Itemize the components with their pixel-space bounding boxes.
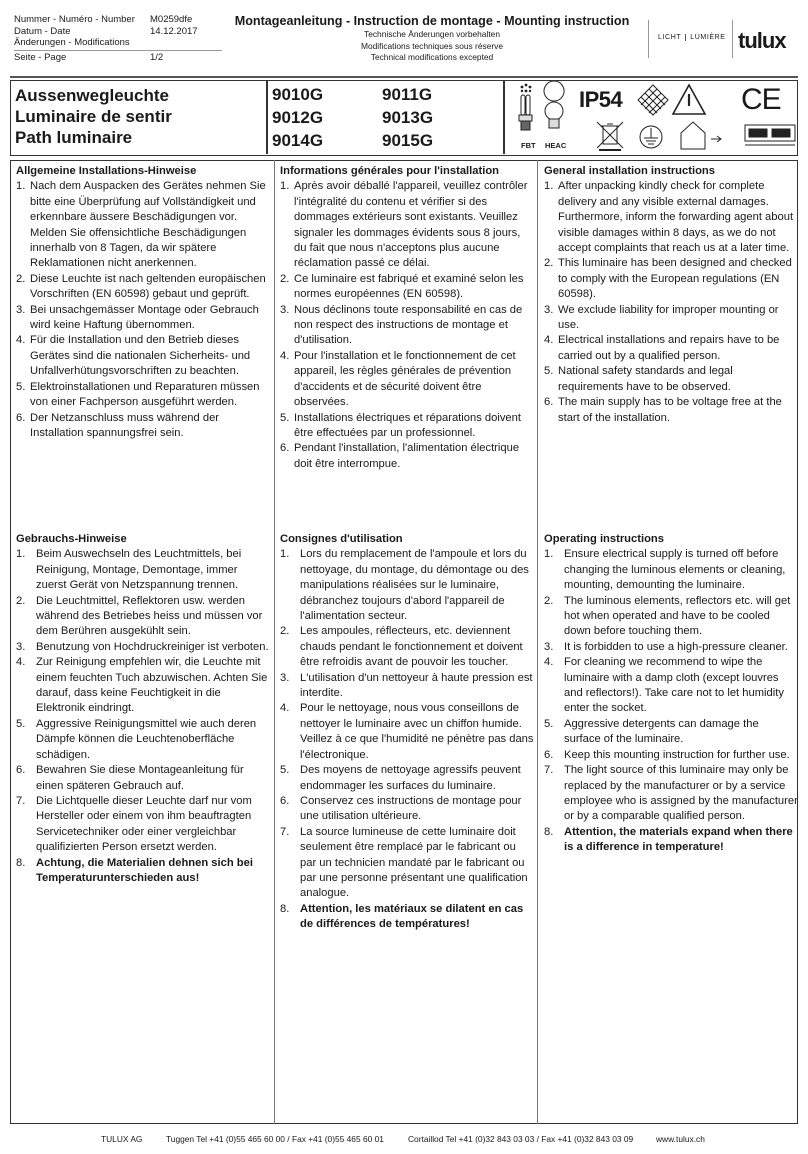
model-9010g: 9010G <box>272 85 324 104</box>
meta-number-value: M0259dfe <box>150 14 193 25</box>
incandescent-lamp-icon <box>544 81 564 128</box>
list-item: 2. This luminaire has been designed and checked to comply with the European regulations (EN 60598). <box>544 257 792 301</box>
list-item: 3. Bei unsachgemässer Montage oder Gebrauch wird keine Haftung übernommen. <box>16 303 259 332</box>
meta-date-value: 14.12.2017 <box>150 25 198 37</box>
usage-en-title: Operating instructions <box>544 533 664 545</box>
list-item: 4. Pour le nettoyage, nous vous conseillons de nettoyer le luminaire avec un chiffon humide. Veillez à ce que l'humidité ne pénètre pas dans l'électronique. <box>280 702 534 761</box>
model-9013g: 9013G <box>382 108 434 127</box>
install-fr <box>280 164 534 472</box>
footer-tuggen: Tuggen Tel +41 (0)55 465 60 00 / Fax +41 (0)55 465 60 01 <box>166 1134 384 1144</box>
list-item: 7. La source lumineuse de cette luminaire doit seulement être remplacé par le fabricant ou par un technicien mandaté par le fabricant ou par une personne présentant une qualification analogue. <box>280 825 528 900</box>
list-item: 6. Conservez ces instructions de montage pour une utilisation ultérieure. <box>280 794 522 823</box>
brand-block <box>648 18 794 64</box>
warning-triangle-icon <box>673 85 705 114</box>
hatched-diamond-icon <box>638 85 668 115</box>
meta-number-label: Nummer - Numéro - Number <box>14 14 135 25</box>
ce-mark: CE <box>741 83 781 116</box>
list-item: 5. National safety standards and legal requirements have to be observed. <box>544 365 733 393</box>
list-item: 5. Installations électriques et réparations doivent être effectuées par un professionnel. <box>280 411 521 439</box>
weee-bin-icon <box>597 122 623 150</box>
label-heac: HEAC <box>545 141 567 150</box>
list-item: 3. L'utilisation d'un nettoyeur à haute pression est interdite. <box>280 671 533 700</box>
usage-de-title: Gebrauchs-Hinweise <box>16 533 127 545</box>
model-numbers <box>268 84 488 152</box>
list-item: 1. Ensure electrical supply is turned off before changing the luminous elements or cleaning, mounting, demounting the luminaire. <box>544 548 786 592</box>
list-item: 1. Après avoir déballé l'appareil, veuillez contrôler l'intégralité du contenu et vérifier si des dommages extérieurs sont existants. Veuillez signaler les dommages évidents sous 8 jours, du fait que nous n'acceptons plus aucune réclamation passé ce délai. <box>280 180 528 270</box>
document-title-block <box>226 14 638 64</box>
meta-modifications-label: Änderungen - Modifications <box>14 37 130 48</box>
ip-rating: IP54 <box>579 87 623 112</box>
install-fr-title: Informations générales pour l'installation <box>280 165 499 177</box>
list-item: 8. Attention, les matériaux se dilatent en cas de différences de températures! <box>280 902 524 931</box>
meta-date <box>14 26 222 38</box>
document-header <box>14 14 794 66</box>
install-en <box>544 164 798 426</box>
list-item: 3. We exclude liability for improper mounting or use. <box>544 303 779 332</box>
footer-web-link[interactable]: www.tulux.ch <box>656 1134 705 1144</box>
usage-de <box>16 532 270 886</box>
list-item: 5. Aggressive detergents can damage the surface of the luminaire. <box>544 717 759 746</box>
product-name-fr: Luminaire de sentir <box>15 107 172 126</box>
list-item: 5. Elektroinstallationen und Reparaturen müssen von einer Fachperson ausgeführt werden. <box>16 380 260 409</box>
product-name-en: Path luminaire <box>15 128 133 147</box>
model-9015g: 9015G <box>382 131 434 150</box>
list-item: 4. Für die Installation und den Betrieb dieses Gerätes sind die nationalen Sicherheits- und Unfallverhütungsvorschriften zu beachten. <box>16 334 251 378</box>
list-item: 2. Diese Leuchte ist nach geltenden europäischen Vorschriften (EN 60598) gebaut und geprüft. <box>16 272 266 301</box>
install-de-title: Allgemeine Installations-Hinweise <box>16 165 197 177</box>
list-item: 6. The main supply has to be voltage free at the start of the installation. <box>544 396 782 424</box>
list-item: 6. Bewahren Sie diese Montageanleitung für einen späteren Gebrauch auf. <box>16 764 244 792</box>
brand-word-licht: LICHT <box>658 34 682 41</box>
column-divider-2 <box>537 160 538 1124</box>
list-item: 2. The luminous elements, reflectors etc. will get hot when operated and have to be cooled down before touching them. <box>544 594 791 638</box>
meta-page-value: 1/2 <box>150 51 164 63</box>
list-item: 1. Lors du remplacement de l'ampoule et lors du nettoyage, du montage, du démontage ou des manipulations réalisées sur le luminaire, débranchez toujours d'abord l'appareil de l'alimentation secteur. <box>280 548 529 623</box>
list-item: 4. Pour l'installation et le fonctionnement de cet appareil, les règles générales de prévention d'accidents et de sécurité doivent être observées. <box>280 349 516 409</box>
brand-divider <box>648 20 649 58</box>
list-item: 8. Attention, the materials expand when there is a difference in temperature! <box>544 825 793 854</box>
document-meta <box>14 14 222 63</box>
install-en-title: General installation instructions <box>544 165 715 177</box>
product-name-de: Aussenwegleuchte <box>15 86 169 105</box>
list-item: 5. Aggressive Reinigungsmittel wie auch deren Dämpfe können die Leuchtenoberfläche schädigen. <box>16 717 257 761</box>
product-names <box>15 85 172 148</box>
sun-icon <box>521 84 532 93</box>
list-item: 7. The light source of this luminaire may only be replaced by the manufacturer or by a service employee who is assigned by the manufacturer or by a comparable qualified person. <box>544 764 798 823</box>
list-item: 1. Beim Auswechseln des Leuchtmittels, bei Reinigung, Montage, Demontage, immer zuerst Gerät von Netzspannung trennen. <box>16 548 242 592</box>
list-item: 7. Die Lichtquelle dieser Leuchte darf nur vom Hersteller oder einem von ihm beauftragten Servicetechniker oder einer vergleichbar qualifizierten Person ersetzt werden. <box>16 794 252 854</box>
certification-icons <box>573 81 799 154</box>
list-item: 2. Die Leuchtmittel, Reflektoren usw. werden während des Betriebes heiss und müssen vor dem Berühren ausgekühlt sein. <box>16 594 263 638</box>
usage-en <box>544 532 798 856</box>
tulux-logo: tulux <box>738 28 786 53</box>
column-divider-1 <box>274 160 275 1124</box>
list-item: 5. Des moyens de nettoyage agressifs peuvent endommager les surfaces du luminaire. <box>280 764 521 792</box>
model-9011g: 9011G <box>382 85 433 104</box>
meta-modifications <box>14 37 222 49</box>
document-title: Montageanleitung - Instruction de montage - Mounting instruction <box>234 14 630 28</box>
product-band <box>10 80 798 156</box>
note-fr: Modifications techniques sous réserve <box>361 40 503 51</box>
list-item: 6. Der Netzanschluss muss während der Installation spannungsfrei sein. <box>16 411 220 439</box>
list-item: 4. Electrical installations and repairs have to be carried out by a qualified person. <box>544 334 780 362</box>
lamp-type-icons <box>505 81 573 154</box>
list-item: 4. Zur Reinigung empfehlen wir, die Leuchte mit einem feuchten Tuch abzuwischen. Achten Sie darauf, dass keine Feuchtigkeit in die Elektronik eindringt. <box>16 656 268 715</box>
earth-ground-icon <box>640 126 662 148</box>
wiring-connection-icon <box>745 125 795 145</box>
list-item: 1. Nach dem Auspacken des Gerätes nehmen Sie bitte eine Überprüfung auf Vollständigkeit und erkennbare äussere Beschädigungen vor. Melden Sie offensichtliche Beschädigungen innerhalb von 8 Tagen, da wir spätere Reklamationen nicht anerkennen. <box>16 180 266 270</box>
brand-divider-2 <box>732 20 733 58</box>
model-9012g: 9012G <box>272 108 324 127</box>
list-item: 2. Ce luminaire est fabriqué et examiné selon les normes européennes (EN 60598). <box>280 272 524 301</box>
meta-page <box>14 50 222 63</box>
meta-page-label: Seite - Page <box>14 51 67 63</box>
list-item: 3. Benutzung von Hochdruckreiniger ist verboten. <box>16 640 269 653</box>
brand-word-lumiere: LUMIÈRE <box>685 34 729 41</box>
note-de: Technische Änderungen vorbehalten <box>364 29 500 39</box>
note-en: Technical modifications excepted <box>370 52 494 62</box>
header-rule <box>10 76 798 78</box>
label-fbt: FBT <box>521 141 536 150</box>
list-item: 6. Keep this mounting instruction for further use. <box>544 748 790 761</box>
model-9014g: 9014G <box>272 131 324 150</box>
list-item: 4. For cleaning we recommend to wipe the luminaire with a damp cloth (except louvres and reflectors!). Take care not to let humidity enter the socket. <box>544 656 784 715</box>
meta-number <box>14 14 222 26</box>
list-item: 6. Pendant l'installation, l'alimentation électrique doit être interrompue. <box>280 442 520 470</box>
usage-fr <box>280 532 534 933</box>
certification-svg <box>573 81 799 154</box>
fluorescent-lamp-icon <box>519 95 532 130</box>
install-de <box>16 164 270 441</box>
list-item: 3. Nous déclinons toute responsabilité en cas de non respect des instructions de montage et d'utilisation. <box>280 303 523 347</box>
footer-company: TULUX AG <box>101 1134 143 1144</box>
outdoor-house-icon <box>681 122 721 149</box>
list-item: 2. Les ampoules, réflecteurs, etc. deviennent chauds pendant le fonctionnement et doivent être refroidis avant de pouvoir les toucher. <box>280 625 523 669</box>
list-item: 1. After unpacking kindly check for complete delivery and any visible external damages. Furthermore, inform the forwarding agent about visible damages within 8 days, as we do not accept complaints that reach us at a later time. <box>544 180 794 255</box>
list-item: 3. It is forbidden to use a high-pressure cleaner. <box>544 640 788 653</box>
list-item: 8. Achtung, die Materialien dehnen sich bei Temperaturunterschieden aus! <box>16 856 253 884</box>
footer-cortaillod: Cortaillod Tel +41 (0)32 843 03 03 / Fax +41 (0)32 843 03 09 <box>408 1134 634 1144</box>
brand-tagline <box>658 34 730 41</box>
meta-date-label: Datum - Date <box>14 25 71 37</box>
usage-fr-title: Consignes d'utilisation <box>280 533 403 545</box>
